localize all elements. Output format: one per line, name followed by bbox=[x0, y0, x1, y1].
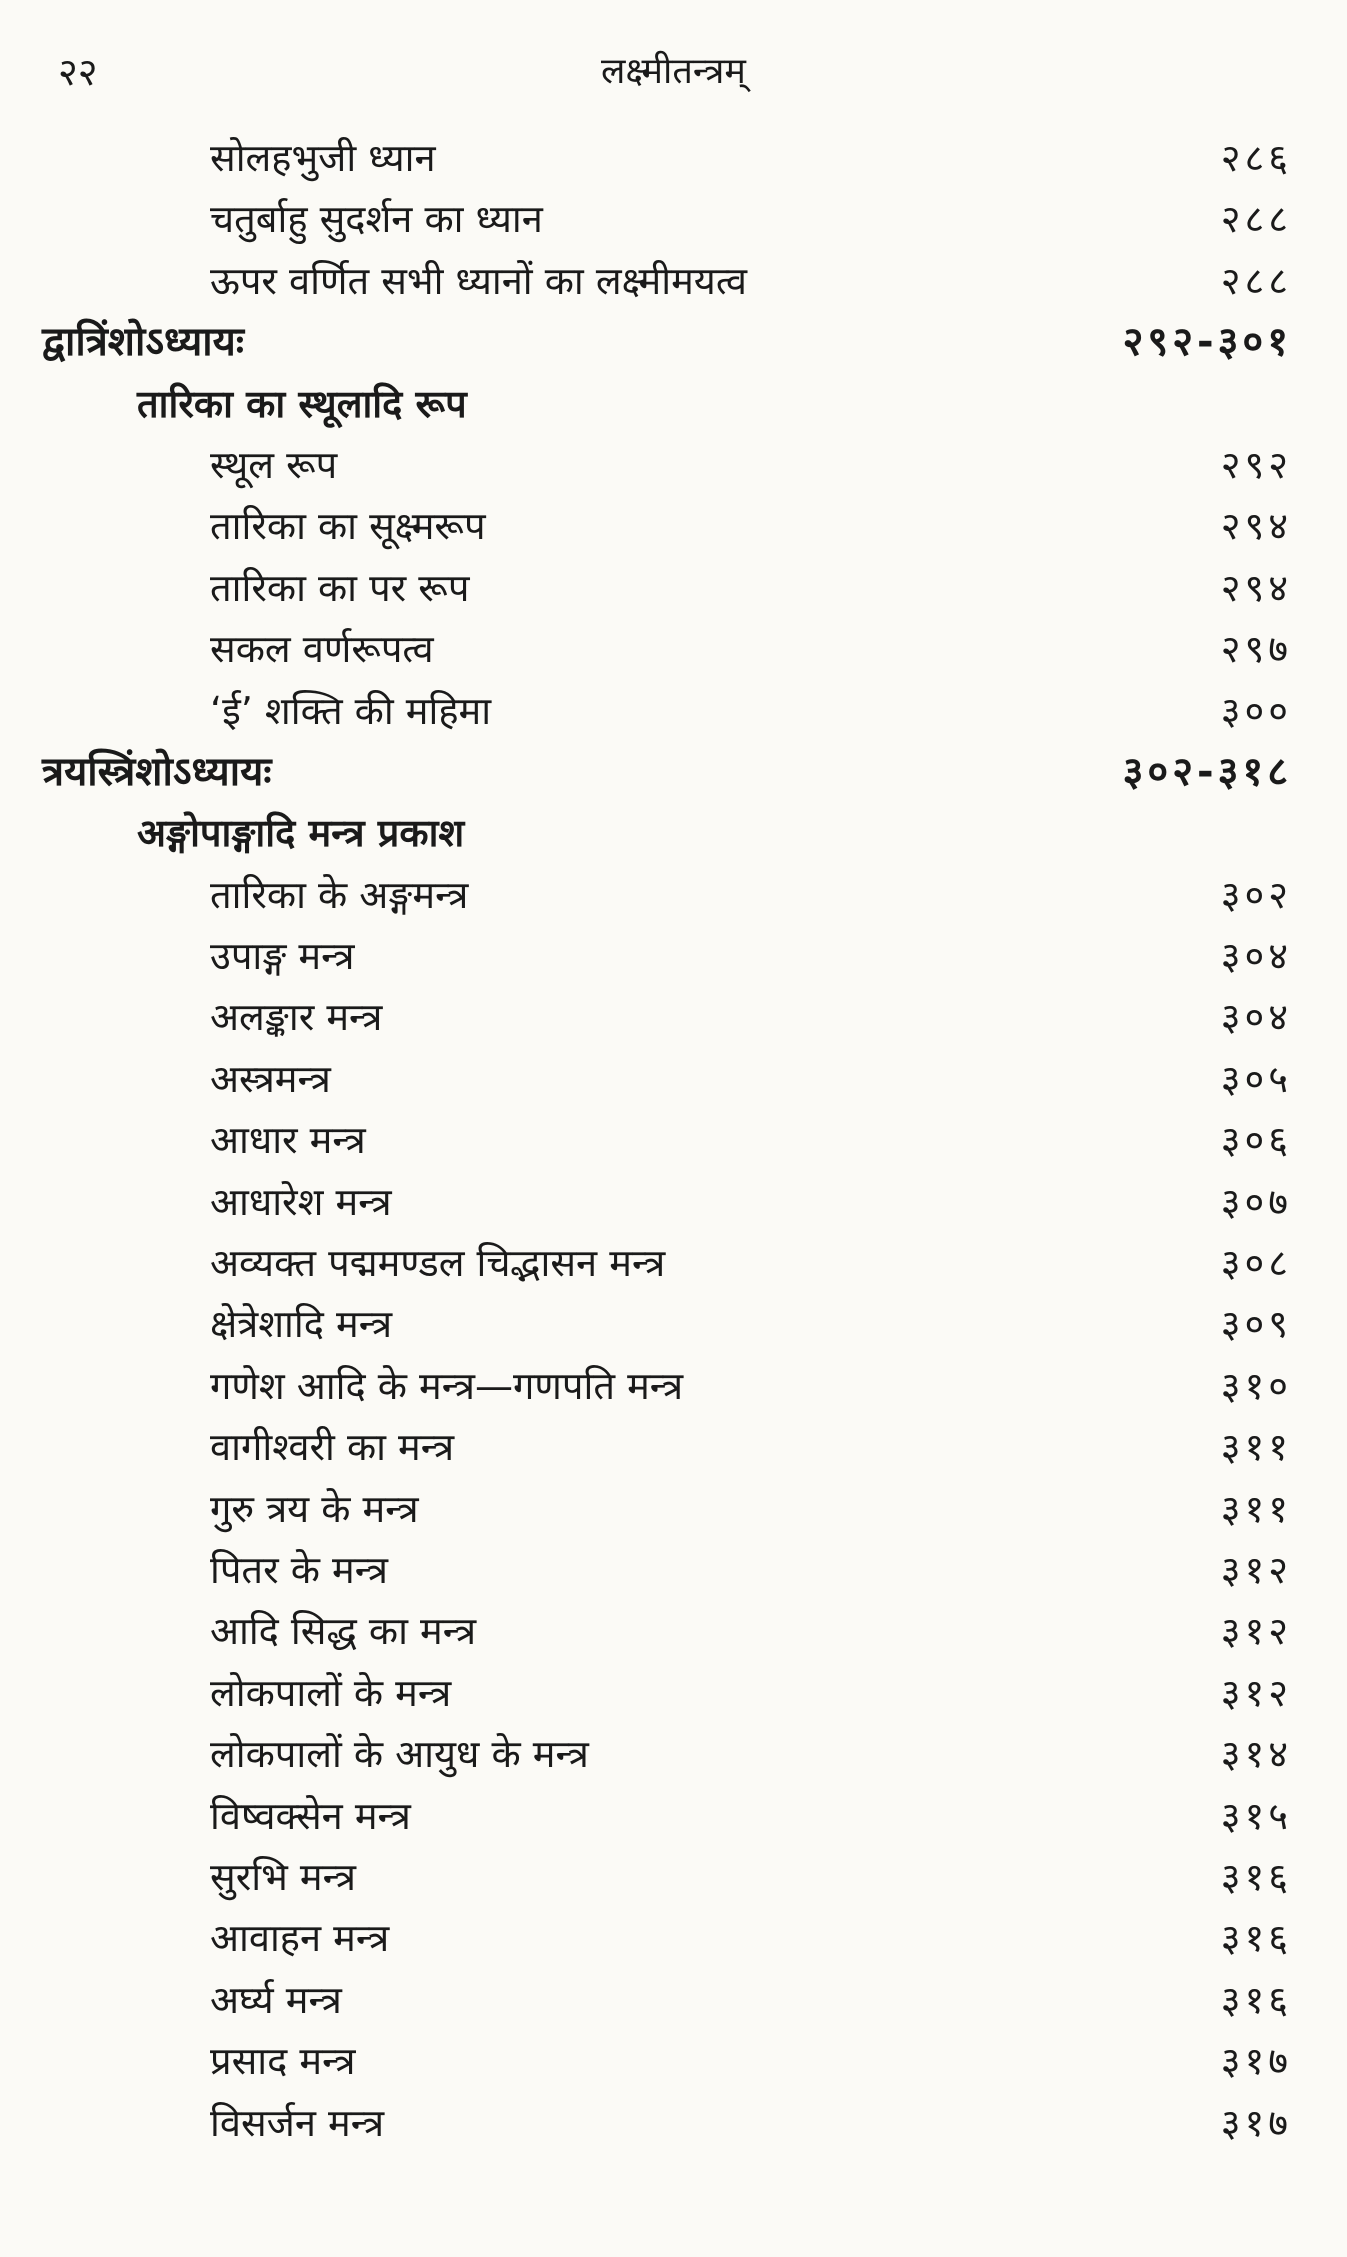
toc-entry-row bbox=[0, 681, 1347, 742]
toc-page-number: ३११ bbox=[1220, 1486, 1292, 1531]
toc-page-number: ३१५ bbox=[1220, 1793, 1292, 1838]
toc-page-number: २९२-३०१ bbox=[1122, 319, 1292, 366]
toc-page-number: ३०० bbox=[1220, 688, 1292, 733]
toc-entry-title: गुरु त्रय के मन्त्र bbox=[210, 1486, 419, 1531]
toc-entry-title: आधार मन्त्र bbox=[210, 1118, 366, 1163]
toc-page-number: ३०६ bbox=[1220, 1118, 1292, 1163]
toc-entry-title: तारिका का सूक्ष्मरूप bbox=[210, 504, 486, 549]
toc-entry-title: आदि सिद्ध का मन्त्र bbox=[210, 1609, 477, 1654]
toc-entry-title: गणेश आदि के मन्त्र—गणपति मन्त्र bbox=[210, 1363, 684, 1408]
toc-page-number: २९४ bbox=[1220, 565, 1292, 610]
toc-entry-title: पितर के मन्त्र bbox=[210, 1547, 389, 1592]
toc-entry-title: वागीश्वरी का मन्त्र bbox=[210, 1425, 455, 1470]
toc-entry-row bbox=[0, 926, 1347, 987]
toc-entry-row bbox=[0, 558, 1347, 619]
toc-entry-title: प्रसाद मन्त्र bbox=[210, 2039, 356, 2084]
toc-entry-row bbox=[0, 2031, 1347, 2092]
toc-page-number: २९४ bbox=[1220, 504, 1292, 549]
toc-entry-row bbox=[0, 1601, 1347, 1662]
toc-entry-row bbox=[0, 1110, 1347, 1171]
toc-entry-row bbox=[0, 2093, 1347, 2154]
toc-page-number: ३१७ bbox=[1220, 2100, 1292, 2145]
toc-entry-title: स्थूल रूप bbox=[210, 442, 338, 487]
toc-entry-row bbox=[0, 619, 1347, 680]
toc-page-number: ३०७ bbox=[1220, 1179, 1292, 1224]
toc-entry-row bbox=[0, 496, 1347, 557]
toc-entry-row bbox=[0, 189, 1347, 250]
page-header bbox=[0, 44, 1347, 104]
toc-entry-row bbox=[0, 1970, 1347, 2031]
toc-entry-row bbox=[0, 987, 1347, 1048]
toc-entry-row bbox=[0, 1908, 1347, 1969]
toc-entry-title: सोलहभुजी ध्यान bbox=[210, 136, 436, 180]
running-title: लक्ष्मीतन्त्रम् bbox=[601, 51, 746, 92]
toc-entry-title: अव्यक्त पद्ममण्डल चिद्भासन मन्त्र bbox=[210, 1241, 666, 1286]
toc-page-number: ३११ bbox=[1220, 1425, 1292, 1470]
toc-entry-row bbox=[0, 1294, 1347, 1355]
toc-entry-title: ‘ई’ शक्ति की महिमा bbox=[210, 688, 492, 733]
toc-page-number: ३०९ bbox=[1220, 1302, 1292, 1347]
toc-page-number: २८६ bbox=[1220, 136, 1292, 180]
toc-page-number: ३१० bbox=[1220, 1363, 1292, 1408]
toc-page-number: ३०५ bbox=[1220, 1056, 1292, 1101]
toc-chapter-row bbox=[0, 312, 1347, 373]
toc-entry-row bbox=[0, 1233, 1347, 1294]
toc-entry-row bbox=[0, 1356, 1347, 1417]
toc-page-number: ३०४ bbox=[1220, 934, 1292, 979]
toc-section-row bbox=[0, 374, 1347, 435]
toc-entry-title: क्षेत्रेशादि मन्त्र bbox=[210, 1302, 393, 1347]
table-of-contents bbox=[0, 128, 1347, 2154]
toc-entry-title: अस्त्रमन्त्र bbox=[210, 1056, 331, 1101]
toc-entry-row bbox=[0, 1049, 1347, 1110]
toc-entry-row bbox=[0, 1540, 1347, 1601]
toc-section-title: तारिका का स्थूलादि रूप bbox=[137, 381, 467, 426]
toc-chapter-title: द्वात्रिंशोऽध्यायः bbox=[42, 319, 244, 366]
toc-entry-title: विष्वक्सेन मन्त्र bbox=[210, 1793, 411, 1838]
toc-page-number: ३१२ bbox=[1220, 1670, 1292, 1715]
toc-chapter-row bbox=[0, 742, 1347, 803]
toc-entry-title: सकल वर्णरूपत्व bbox=[210, 627, 434, 672]
toc-page-number: ३०२ bbox=[1220, 872, 1292, 917]
toc-section-row bbox=[0, 803, 1347, 864]
toc-page-number: २८८ bbox=[1220, 258, 1292, 303]
toc-page-number: २९७ bbox=[1220, 627, 1292, 672]
toc-entry-row bbox=[0, 128, 1347, 189]
toc-entry-title: लोकपालों के आयुध के मन्त्र bbox=[210, 1732, 589, 1777]
toc-entry-row bbox=[0, 1663, 1347, 1724]
toc-page-number: ३०४ bbox=[1220, 995, 1292, 1040]
toc-section-title: अङ्गोपाङ्गादि मन्त्र प्रकाश bbox=[137, 811, 465, 856]
toc-entry-title: सुरभि मन्त्र bbox=[210, 1854, 356, 1899]
toc-page-number: २८८ bbox=[1220, 197, 1292, 242]
toc-entry-row bbox=[0, 1847, 1347, 1908]
toc-entry-row bbox=[0, 865, 1347, 926]
toc-entry-row bbox=[0, 1172, 1347, 1233]
toc-page-number: ३१६ bbox=[1220, 1916, 1292, 1961]
toc-entry-title: विसर्जन मन्त्र bbox=[210, 2100, 385, 2145]
page-number: २२ bbox=[58, 50, 98, 94]
toc-page-number: ३१७ bbox=[1220, 2039, 1292, 2084]
toc-page-number: ३०८ bbox=[1220, 1241, 1292, 1286]
toc-entry-row bbox=[0, 1417, 1347, 1478]
toc-entry-title: अलङ्कार मन्त्र bbox=[210, 995, 383, 1040]
toc-entry-row bbox=[0, 435, 1347, 496]
toc-entry-row bbox=[0, 1786, 1347, 1847]
toc-entry-title: आवाहन मन्त्र bbox=[210, 1916, 390, 1961]
toc-entry-title: लोकपालों के मन्त्र bbox=[210, 1670, 452, 1715]
toc-page-number: ३१२ bbox=[1220, 1609, 1292, 1654]
toc-page-number: ३१६ bbox=[1220, 1854, 1292, 1899]
toc-entry-title: तारिका का पर रूप bbox=[210, 565, 470, 610]
toc-page-number: ३१२ bbox=[1220, 1547, 1292, 1592]
toc-entry-title: ऊपर वर्णित सभी ध्यानों का लक्ष्मीमयत्व bbox=[210, 258, 748, 303]
toc-page-number: २९२ bbox=[1220, 442, 1292, 487]
toc-entry-title: अर्घ्य मन्त्र bbox=[210, 1977, 342, 2022]
toc-entry-title: उपाङ्ग मन्त्र bbox=[210, 934, 355, 979]
toc-entry-title: आधारेश मन्त्र bbox=[210, 1179, 392, 1224]
toc-chapter-title: त्रयस्त्रिंशोऽध्यायः bbox=[42, 748, 272, 795]
toc-entry-title: तारिका के अङ्गमन्त्र bbox=[210, 872, 469, 917]
toc-entry-row bbox=[0, 1479, 1347, 1540]
toc-page-number: ३०२-३१८ bbox=[1122, 748, 1292, 795]
toc-entry-row bbox=[0, 251, 1347, 312]
toc-page-number: ३१४ bbox=[1220, 1732, 1292, 1777]
toc-entry-row bbox=[0, 1724, 1347, 1785]
toc-page-number: ३१६ bbox=[1220, 1977, 1292, 2022]
toc-entry-title: चतुर्बाहु सुदर्शन का ध्यान bbox=[210, 197, 543, 242]
